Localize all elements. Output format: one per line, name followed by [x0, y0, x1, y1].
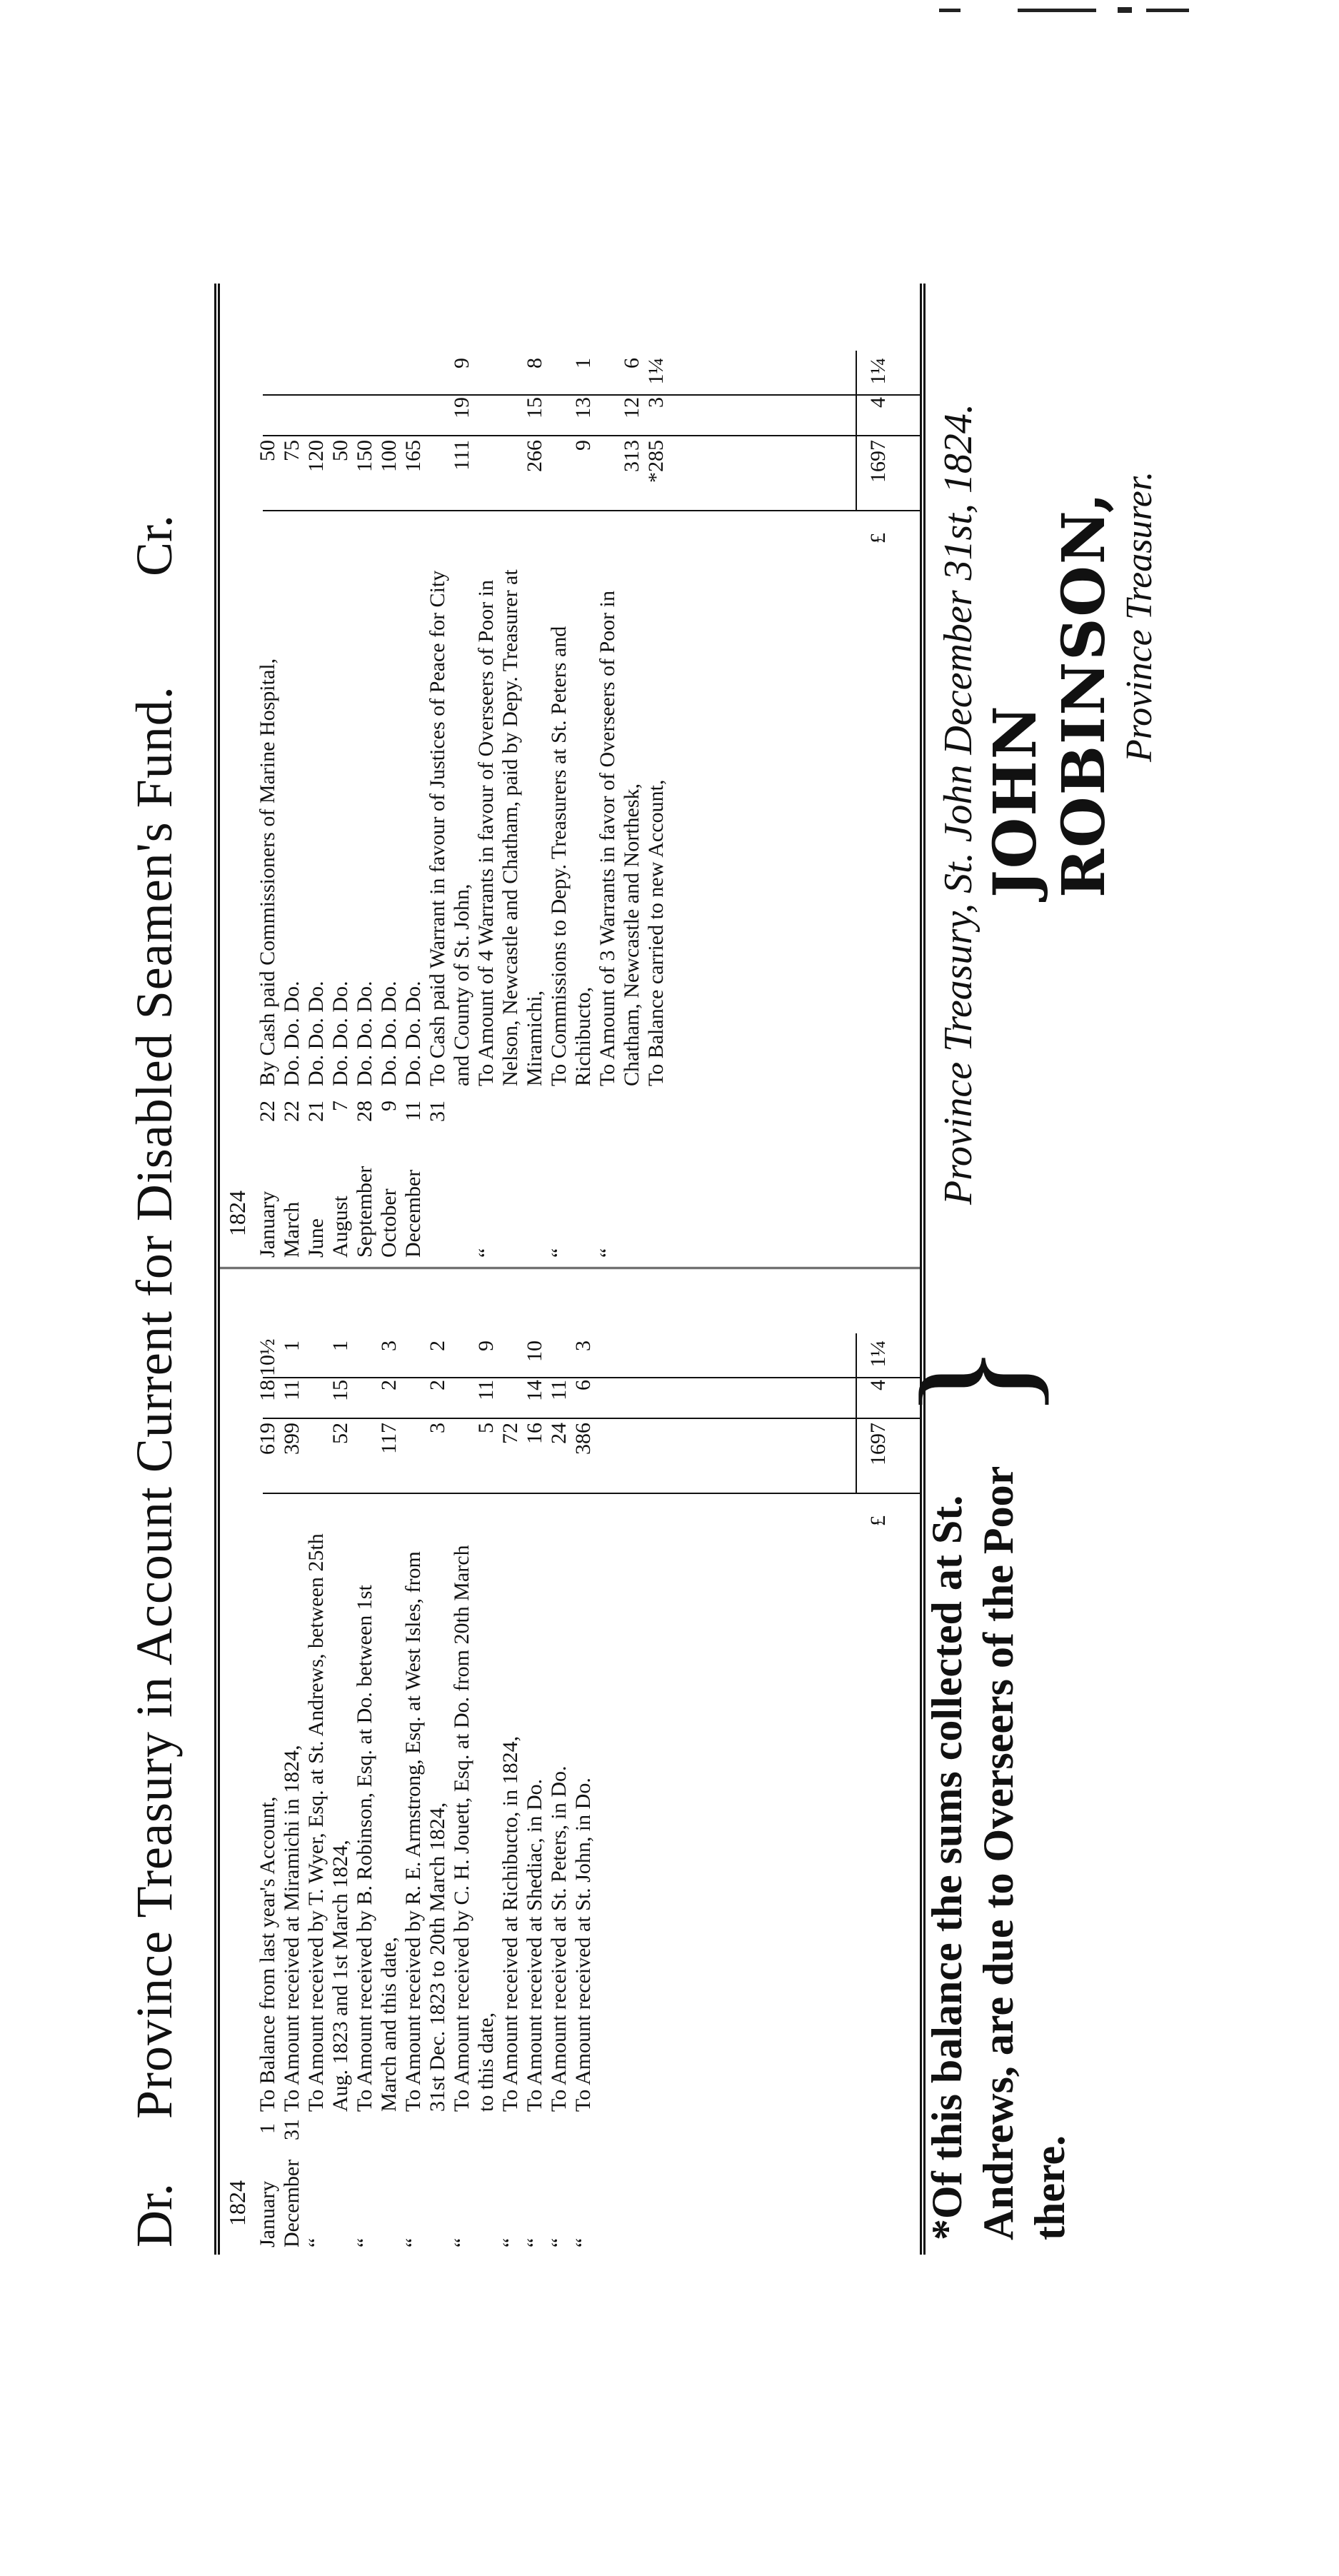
row-pence: 9	[474, 1340, 498, 1351]
row-month: “	[571, 2237, 595, 2247]
ledger-row	[547, 1269, 571, 2255]
row-pence: 1¼	[644, 358, 668, 385]
ledger-row	[644, 284, 668, 1265]
row-description: To Amount received by B. Robinson, Esq. at Do. between 1st March and this date,	[353, 1585, 401, 2112]
total-rule	[856, 1333, 857, 1494]
row-month: “	[596, 1248, 619, 1258]
column-rule	[263, 1493, 920, 1494]
row-shillings: 6	[571, 1380, 595, 1390]
row-day: 31	[280, 2119, 304, 2140]
account-table	[214, 284, 926, 2255]
row-month: “	[547, 1248, 571, 1258]
row-pence: 8	[523, 358, 546, 369]
row-description: Do. Do. Do.	[329, 981, 352, 1086]
row-description: To Balance from last year's Account,	[256, 1796, 279, 2112]
ledger-row	[280, 284, 304, 1265]
row-shillings: 2	[426, 1380, 449, 1390]
title-row	[125, 105, 204, 2247]
row-month: September	[353, 1166, 376, 1258]
ledger-row	[571, 1269, 596, 2255]
row-month: December	[401, 1169, 425, 1258]
signature-place: Province Treasury, St. John December 31st, 1824.	[936, 404, 981, 1205]
ledger-row	[523, 1269, 547, 2255]
row-description: Do. Do. Do.	[377, 981, 401, 1086]
row-pounds: 72	[498, 1423, 522, 1444]
ledger-row	[353, 1269, 401, 2255]
row-pounds: 619	[256, 1423, 279, 1455]
column-rule	[263, 1377, 920, 1378]
total-currency: £	[866, 1515, 890, 1526]
row-shillings: 19	[450, 397, 473, 419]
row-shillings: 13	[571, 397, 595, 419]
row-pence: 1	[280, 1340, 304, 1351]
row-month: January	[256, 1191, 279, 1258]
row-shillings: 12	[620, 397, 643, 419]
ledger-row	[353, 284, 377, 1265]
row-pounds: 165	[401, 440, 425, 472]
row-month: “	[401, 2237, 425, 2247]
row-shillings: 18	[256, 1380, 279, 1401]
total-pence: 1¼	[866, 358, 890, 385]
document-title: Province Treasury in Account Current for Disabled Seamen's Fund.	[126, 686, 183, 2119]
row-pounds: 50	[256, 440, 279, 461]
row-description: To Amount received at Miramichi in 1824,	[280, 1745, 304, 2112]
total-rule	[856, 351, 857, 511]
row-pounds: 52	[329, 1423, 352, 1444]
row-description: To Cash paid Warrant in favour of Justices of Peace for City and County of St. John,	[426, 570, 473, 1086]
row-pounds: 16	[523, 1423, 546, 1444]
row-month: “	[547, 2237, 571, 2247]
row-description: To Commissions to Depy. Treasurers at St. Peters and Richibucto,	[547, 626, 595, 1086]
row-pounds: 386	[571, 1423, 595, 1455]
row-pounds: 3	[426, 1423, 449, 1433]
row-pounds: 399	[280, 1423, 304, 1455]
debit-side	[220, 1267, 920, 2255]
debit-label: Dr.	[126, 2183, 183, 2247]
ledger-row	[401, 284, 426, 1265]
ledger-row	[450, 1269, 498, 2255]
row-description: To Amount received by C. H. Jouett, Esq. at Do. from 20th March to this date,	[450, 1545, 498, 2112]
row-month: October	[377, 1188, 401, 1258]
row-description: Do. Do. Do.	[401, 981, 425, 1086]
row-month: March	[280, 1201, 304, 1258]
row-day: 1	[256, 2123, 279, 2134]
row-pence: 10	[523, 1340, 546, 1362]
row-pounds: 5	[474, 1423, 498, 1433]
row-pounds: 111	[450, 440, 473, 471]
row-month: “	[474, 1248, 498, 1258]
row-month: “	[498, 2237, 522, 2247]
row-shillings: 15	[329, 1380, 352, 1401]
credit-label: Cr.	[126, 514, 183, 576]
row-month: January	[256, 2180, 279, 2247]
row-pence: 1	[329, 1340, 352, 1351]
ledger-row	[329, 284, 353, 1265]
total-shillings: 4	[866, 1380, 890, 1390]
row-pence: 9	[450, 358, 473, 369]
row-pounds: 9	[571, 440, 595, 451]
ledger-row	[474, 284, 547, 1265]
row-pounds: *285	[644, 440, 668, 483]
row-month: August	[329, 1196, 352, 1258]
column-rule	[263, 510, 920, 511]
row-month: “	[353, 2237, 376, 2247]
row-shillings: 15	[523, 397, 546, 419]
row-day: 22	[256, 1101, 279, 1122]
row-month: “	[523, 2237, 546, 2247]
row-day: 7	[329, 1101, 352, 1111]
row-shillings: 3	[644, 397, 668, 408]
row-day: 9	[377, 1101, 401, 1111]
row-shillings: 11	[280, 1380, 304, 1400]
row-description: To Amount received at St. Peters, in Do.	[547, 1765, 571, 2112]
row-day: 22	[280, 1101, 304, 1122]
total-pounds: 1697	[866, 1423, 890, 1465]
total-pounds: 1697	[866, 440, 890, 483]
debit-year: 1824	[224, 2180, 250, 2226]
row-description: To Amount of 4 Warrants in favour of Overseers of Poor in Nelson, Newcastle and Chatham, paid by Depy. Treasurer at Miramichi,	[474, 569, 546, 1086]
footnote-brace: }	[888, 1343, 1062, 1419]
row-day: 28	[353, 1101, 376, 1122]
total-pence: 1¼	[866, 1340, 890, 1368]
row-month: “	[450, 2237, 473, 2247]
row-description: By Cash paid Commissioners of Marine Hospital,	[256, 658, 279, 1086]
ledger-row	[498, 1269, 523, 2255]
row-description: To Amount received at Shediac, in Do.	[523, 1778, 546, 2112]
row-pounds: 117	[377, 1423, 401, 1454]
row-description: Do. Do. Do.	[280, 981, 304, 1086]
row-pence: 3	[377, 1340, 401, 1351]
ledger-row	[256, 284, 280, 1265]
row-description: To Balance carried to new Account,	[644, 779, 668, 1086]
ledger-row	[256, 1269, 280, 2255]
ledger-row	[304, 1269, 353, 2255]
row-month: December	[280, 2159, 304, 2247]
signature-name: JOHN ROBINSON,	[981, 491, 1118, 898]
footnote: *Of this balance the sums collected at St. Andrews, are due to Overseers of the Poor there.	[923, 1466, 1073, 2240]
row-pence: 2	[426, 1340, 449, 1351]
ledger-row	[401, 1269, 450, 2255]
row-shillings: 14	[523, 1380, 546, 1401]
row-pounds: 50	[329, 440, 352, 461]
signature-block	[936, 276, 1160, 1205]
row-shillings: 11	[474, 1380, 498, 1400]
ledger-row	[377, 284, 401, 1265]
row-day: 31	[426, 1101, 449, 1122]
row-pence: 1	[571, 358, 595, 369]
row-pounds: 24	[547, 1423, 571, 1444]
row-pounds: 100	[377, 440, 401, 472]
row-description: Do. Do. Do.	[304, 981, 328, 1086]
row-shillings: 11	[547, 1380, 571, 1400]
column-rule	[263, 435, 920, 436]
ledger-row	[596, 284, 644, 1265]
row-day: 11	[401, 1101, 425, 1121]
row-description: Do. Do. Do.	[353, 981, 376, 1086]
credit-side	[220, 284, 920, 1265]
column-rule	[263, 1418, 920, 1419]
row-description: To Amount received at St. John, in Do.	[571, 1778, 595, 2112]
row-description: To Amount of 3 Warrants in favor of Overseers of Poor in Chatham, Newcastle and Northesk,	[596, 591, 643, 1086]
credit-year: 1824	[224, 1191, 250, 1236]
row-pounds: 313	[620, 440, 643, 472]
row-description: To Amount received at Richibucto, in 1824,	[498, 1735, 522, 2112]
row-pounds: 120	[304, 440, 328, 472]
row-pounds: 75	[280, 440, 304, 461]
ledger-row	[280, 1269, 304, 2255]
row-month: “	[304, 2237, 328, 2247]
signature-office: Province Treasurer.	[1119, 471, 1160, 762]
row-month: June	[304, 1218, 328, 1258]
row-pounds: 150	[353, 440, 376, 472]
total-currency: £	[866, 533, 890, 543]
row-pounds: 266	[523, 440, 546, 472]
ledger-row	[426, 284, 474, 1265]
row-pence: 6	[620, 358, 643, 369]
row-description: To Amount received by T. Wyer, Esq. at St. Andrews, between 25th Aug. 1823 and 1st March 1824,	[304, 1533, 352, 2112]
row-shillings: 2	[377, 1380, 401, 1390]
column-rule	[263, 394, 920, 396]
total-shillings: 4	[866, 397, 890, 408]
row-day: 21	[304, 1101, 328, 1122]
row-description: To Amount received by R. E. Armstrong, Esq. at West Isles, from 31st Dec. 1823 to 20th March 1824,	[401, 1551, 449, 2112]
row-pence: 3	[571, 1340, 595, 1351]
row-pence: 10½	[256, 1338, 279, 1376]
ledger-row	[304, 284, 329, 1265]
ledger-row	[547, 284, 596, 1265]
